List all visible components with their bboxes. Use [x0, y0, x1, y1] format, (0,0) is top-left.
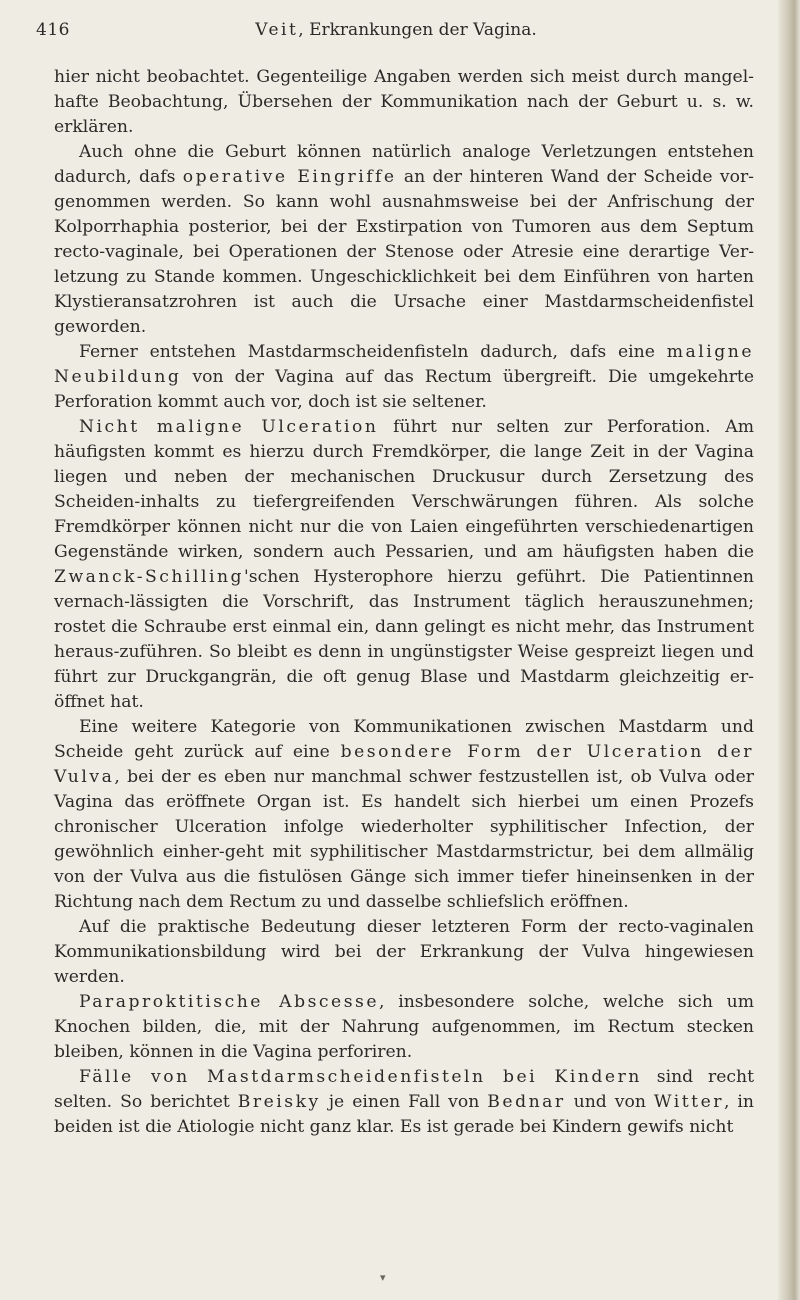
text-run: Eine weitere Kategorie von Kommunikationen zwischen Mastdarm und Scheide geht zurück auf eine — [54, 717, 754, 762]
paragraph — [54, 990, 754, 1065]
paragraph — [54, 415, 754, 715]
spaced-emphasis: operative Eingriffe — [182, 167, 397, 187]
paragraph — [54, 340, 754, 415]
page-edge — [778, 0, 800, 1300]
spaced-emphasis: besondere Form der Ulceration der Vulva — [54, 742, 754, 787]
paragraph — [54, 65, 754, 140]
text-run: sind recht selten. So berichtet — [54, 1067, 754, 1112]
text-run: 'schen Hysterophore hierzu geführt. Die Patientinnen vernach-lässigten die Vorschrift, das Instrument täglich herauszunehmen; rostet die Schraube erst einmal ein, dann gelingt es nicht mehr, das Instrument heraus-zuführen. So bleibt es denn in ungünstigster Weise gespreizt liegen und führt zur Druckgangrän, die oft genug Blase und Mastdarm gleichzeitig er-öffnet hat. — [54, 567, 754, 712]
text-run: hier nicht beobachtet. Gegenteilige Angaben werden sich meist durch mangel-hafte Beobachtung, Übersehen der Kommunikation nach der Geburt u. s. w. erklären. — [54, 67, 754, 137]
text-run: Auch ohne die Geburt können natürlich analoge Verletzungen entstehen dadurch, dafs — [54, 142, 754, 187]
body-text — [54, 65, 754, 1140]
spaced-emphasis: Paraproktitische Abscesse — [79, 992, 380, 1012]
text-run: führt nur selten zur Perforation. Am häufigsten kommt es hierzu durch Fremdkörper, die lange Zeit in der Vagina liegen und neben der mechanischen Druckusur durch Zersetzung des Scheiden-inhalts zu tiefergreifenden Verschwärungen führen. Als solche Fremdkörper können nicht nur die von Laien eingeführten verschiedenartigen Gegenstände wirken, sondern auch Pessarien, und am häufigsten haben die — [54, 417, 754, 562]
spaced-emphasis: Zwanck-Schilling — [54, 567, 245, 587]
running-head — [36, 20, 756, 40]
text-run: von der Vagina auf das Rectum übergreift. Die umgekehrte Perforation kommt auch vor, doch ist sie seltener. — [54, 367, 754, 412]
spaced-emphasis: Nicht maligne Ulceration — [79, 417, 379, 437]
footer-mark: ▾ — [380, 1271, 386, 1284]
spaced-emphasis: maligne Neubildung — [54, 342, 754, 387]
spaced-emphasis: Bednar — [487, 1092, 566, 1112]
text-run: , bei der es eben nur manchmal schwer festzustellen ist, ob Vulva oder Vagina das eröffnete Organ ist. Es handelt sich hierbei um einen Prozefs chronischer Ulceration infolge wiederholter syphilitischer Infection, der gewöhnlich einher-geht mit syphilitischer Mastdarmstrictur, bei dem allmälig von der Vulva aus die fistulösen Gänge sich immer tiefer hineinsenken in der Richtung nach dem Rectum zu und dasselbe schliefslich eröffnen. — [54, 767, 754, 912]
text-run: Auf die praktische Bedeutung dieser letzteren Form der recto-vaginalen Kommunikationsbildung wird bei der Erkrankung der Vulva hingewiesen werden. — [54, 917, 754, 987]
paragraph — [54, 1065, 754, 1140]
text-run: Ferner entstehen Mastdarmscheidenfisteln dadurch, dafs eine — [79, 342, 667, 362]
text-run: an der hinteren Wand der Scheide vor-genommen werden. So kann wohl ausnahmsweise bei der Anfrischung der Kolporrhaphia posterior, bei der Exstirpation von Tumoren aus dem Septum recto-vaginale, bei Operationen der Stenose oder Atresie eine derartige Ver-letzung zu Stande kommen. Ungeschicklichkeit bei dem Einführen von harten Klystieransatzrohren ist auch die Ursache einer Mastdarmscheidenfistel geworden. — [54, 167, 754, 337]
spaced-emphasis: Fälle von Mastdarmscheidenfisteln bei Kindern — [79, 1067, 642, 1087]
running-head-author: Veit — [255, 20, 299, 40]
paragraph — [54, 715, 754, 915]
text-run: je einen Fall von — [320, 1092, 488, 1112]
page-header — [36, 20, 756, 44]
spaced-emphasis: Breisky — [237, 1092, 321, 1112]
paragraph — [54, 140, 754, 340]
paragraph — [54, 915, 754, 990]
running-head-title: , Erkrankungen der Vagina. — [298, 20, 537, 40]
text-run: , in beiden ist die Atiologie nicht ganz klar. Es ist gerade bei Kindern gewifs nicht — [54, 1092, 754, 1137]
text-run: , insbesondere solche, welche sich um Knochen bilden, die, mit der Nahrung aufgenommen, im Rectum stecken bleiben, können in die Vagina perforiren. — [54, 992, 754, 1062]
spaced-emphasis: Witter — [653, 1092, 724, 1112]
text-run: und von — [565, 1092, 654, 1112]
page-number: 416 — [36, 20, 70, 40]
